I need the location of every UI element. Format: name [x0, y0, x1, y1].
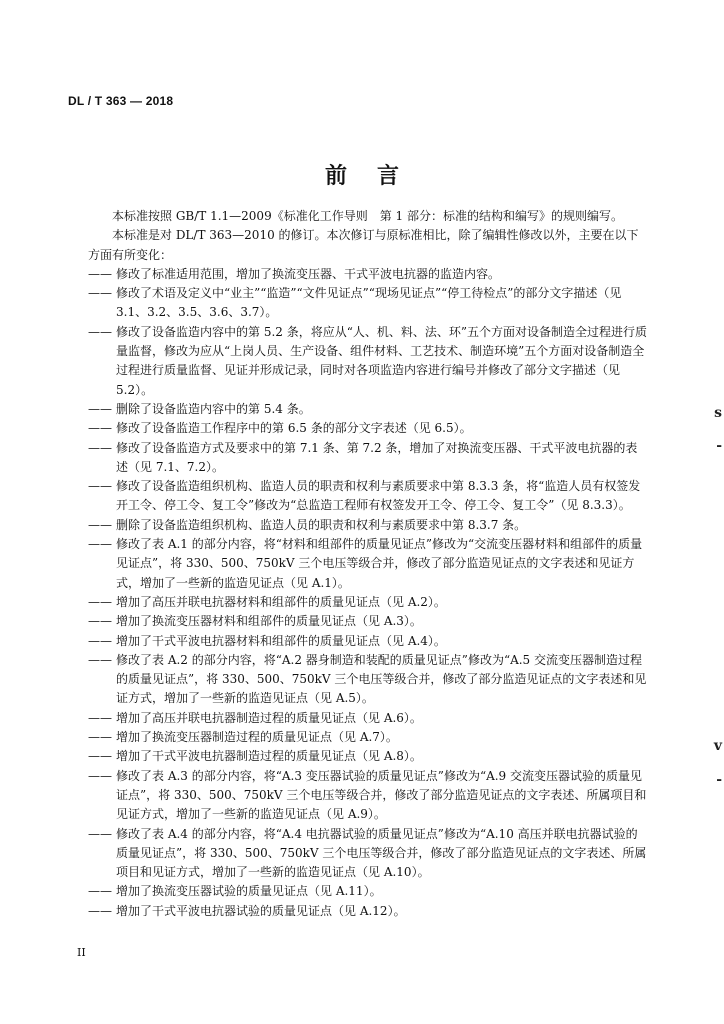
dash-marker: —— [88, 517, 112, 532]
dash-marker: —— [88, 652, 112, 667]
dash-marker: —— [88, 633, 112, 648]
dash-marker: —— [88, 768, 112, 783]
change-list [88, 265, 648, 921]
intro-paragraph-1: 本标准按照 GB/T 1.1—2009《标准化工作导则 第 1 部分：标准的结构和编写》的规则编写。 [112, 209, 623, 223]
change-item [88, 747, 648, 766]
change-text: 修改了标准适用范围，增加了换流变压器、干式平波电抗器的监造内容。 [116, 266, 501, 281]
change-text: 修改了设备监造工作程序中的第 6.5 条的部分文字表述（见 6.5）。 [116, 421, 472, 436]
dash-marker: —— [88, 401, 112, 416]
dash-marker: —— [88, 903, 112, 918]
change-text: 修改了表 A.4 的部分内容，将“A.4 电抗器试验的质量见证点”修改为“A.10 高压并联电抗器试验的质量见证点”，将 330、500、750kV 三个电压等级合并，修改了部分监造见证点的文字表述、所属项目和见证方式，增加了一些新的监造见证点（见 A.10）。 [116, 826, 647, 880]
change-text: 修改了设备监造组织机构、监造人员的职责和权利与素质要求中第 8.3.3 条，将“监造人员有权签发开工令、停工令、复工令”修改为“总监造工程师有权签发开工令、停工令、复工令”（见 8.3.3）。 [116, 479, 641, 513]
change-item [88, 419, 648, 438]
intro-paragraph-2: 本标准是对 DL/T 363—2010 的修订。本次修订与原标准相比，除了编辑性修改以外，主要在以下 [112, 228, 639, 243]
change-item [88, 767, 648, 825]
dash-marker: —— [88, 826, 112, 841]
change-text: 修改了设备监造内容中的第 5.2 条，将应从“人、机、料、法、环”五个方面对设备制造全过程进行质量监督，修改为应从“上岗人员、生产设备、组件材料、工艺技术、制造环境”五个方面对设备制造全过程进行质量监督、见证并形成记录，同时对各项监造内容进行编号并修改了部分文字描述（见 5.2）。 [116, 324, 647, 397]
change-item [88, 709, 648, 728]
standard-code-header: DL / T 363 — 2018 [68, 94, 174, 108]
change-text: 增加了换流变压器试验的质量见证点（见 A.11）。 [116, 884, 382, 899]
change-text: 修改了表 A.2 的部分内容，将“A.2 器身制造和装配的质量见证点”修改为“A.5 交流变压器制造过程的质量见证点”，将 330、500、750kV 三个电压等级合并，修改了部分监造见证点的文字表述和见证方式，增加了一些新的监造见证点（见 A.5）。 [116, 652, 647, 706]
change-item [88, 323, 648, 400]
change-item [88, 593, 648, 612]
change-text: 修改了术语及定义中“业主”“监造”“文件见证点”“现场见证点”“停工待检点”的部分文字描述（见 3.1、3.2、3.5、3.6、3.7）。 [116, 286, 622, 320]
change-text: 增加了高压并联电抗器材料和组部件的质量见证点（见 A.2）。 [116, 594, 446, 609]
dash-marker: —— [88, 286, 112, 301]
change-item [88, 728, 648, 747]
document-body [88, 207, 648, 921]
change-item [88, 516, 648, 535]
change-item [88, 400, 648, 419]
change-text: 增加了换流变压器制造过程的质量见证点（见 A.7）。 [116, 730, 398, 745]
dash-marker: —— [88, 440, 112, 455]
dash-marker: —— [88, 730, 112, 745]
dash-marker: —— [88, 884, 112, 899]
dash-marker: —— [88, 421, 112, 436]
change-item [88, 651, 648, 709]
change-text: 增加了干式平波电抗器材料和组部件的质量见证点（见 A.4）。 [116, 633, 446, 648]
page-title: 前言 [324, 163, 429, 189]
change-item [88, 882, 648, 901]
edge-mark: v [713, 738, 722, 754]
change-item [88, 439, 648, 478]
edge-mark: - [716, 772, 722, 788]
edge-mark: s [714, 405, 722, 421]
change-text: 删除了设备监造内容中的第 5.4 条。 [116, 401, 311, 416]
change-text: 删除了设备监造组织机构、监造人员的职责和权利与素质要求中第 8.3.7 条。 [116, 517, 527, 532]
intro-paragraph-3: 方面有所变化： [88, 247, 173, 262]
dash-marker: —— [88, 537, 112, 552]
change-text: 修改了表 A.3 的部分内容，将“A.3 变压器试验的质量见证点”修改为“A.9 交流变压器试验的质量见证点”，将 330、500、750kV 三个电压等级合并，修改了部分监造见证点的文字表述、所属项目和见证方式，增加了一些新的监造见证点（见 A.9）。 [116, 768, 647, 822]
page-number: II [77, 946, 86, 959]
change-item [88, 535, 648, 593]
edge-mark: - [716, 438, 722, 454]
change-item [88, 632, 648, 651]
change-text: 增加了高压并联电抗器制造过程的质量见证点（见 A.6）。 [116, 710, 422, 725]
change-text: 增加了干式平波电抗器试验的质量见证点（见 A.12）。 [116, 903, 406, 918]
change-text: 增加了换流变压器材料和组部件的质量见证点（见 A.3）。 [116, 614, 422, 629]
dash-marker: —— [88, 266, 112, 281]
dash-marker: —— [88, 324, 112, 339]
change-item [88, 825, 648, 883]
change-item [88, 265, 648, 284]
change-item [88, 284, 648, 323]
dash-marker: —— [88, 479, 112, 494]
change-text: 增加了干式平波电抗器制造过程的质量见证点（见 A.8）。 [116, 749, 422, 764]
dash-marker: —— [88, 614, 112, 629]
dash-marker: —— [88, 710, 112, 725]
dash-marker: —— [88, 749, 112, 764]
change-item [88, 902, 648, 921]
change-item [88, 612, 648, 631]
change-text: 修改了设备监造方式及要求中的第 7.1 条、第 7.2 条，增加了对换流变压器、干式平波电抗器的表述（见 7.1、7.2）。 [116, 440, 638, 474]
change-item [88, 477, 648, 516]
dash-marker: —— [88, 594, 112, 609]
change-text: 修改了表 A.1 的部分内容，将“材料和组部件的质量见证点”修改为“交流变压器材料和组部件的质量见证点”，将 330、500、750kV 三个电压等级合并，修改了部分监造见证点的文字表述和见证方式，增加了一些新的监造见证点（见 A.1）。 [116, 537, 643, 590]
